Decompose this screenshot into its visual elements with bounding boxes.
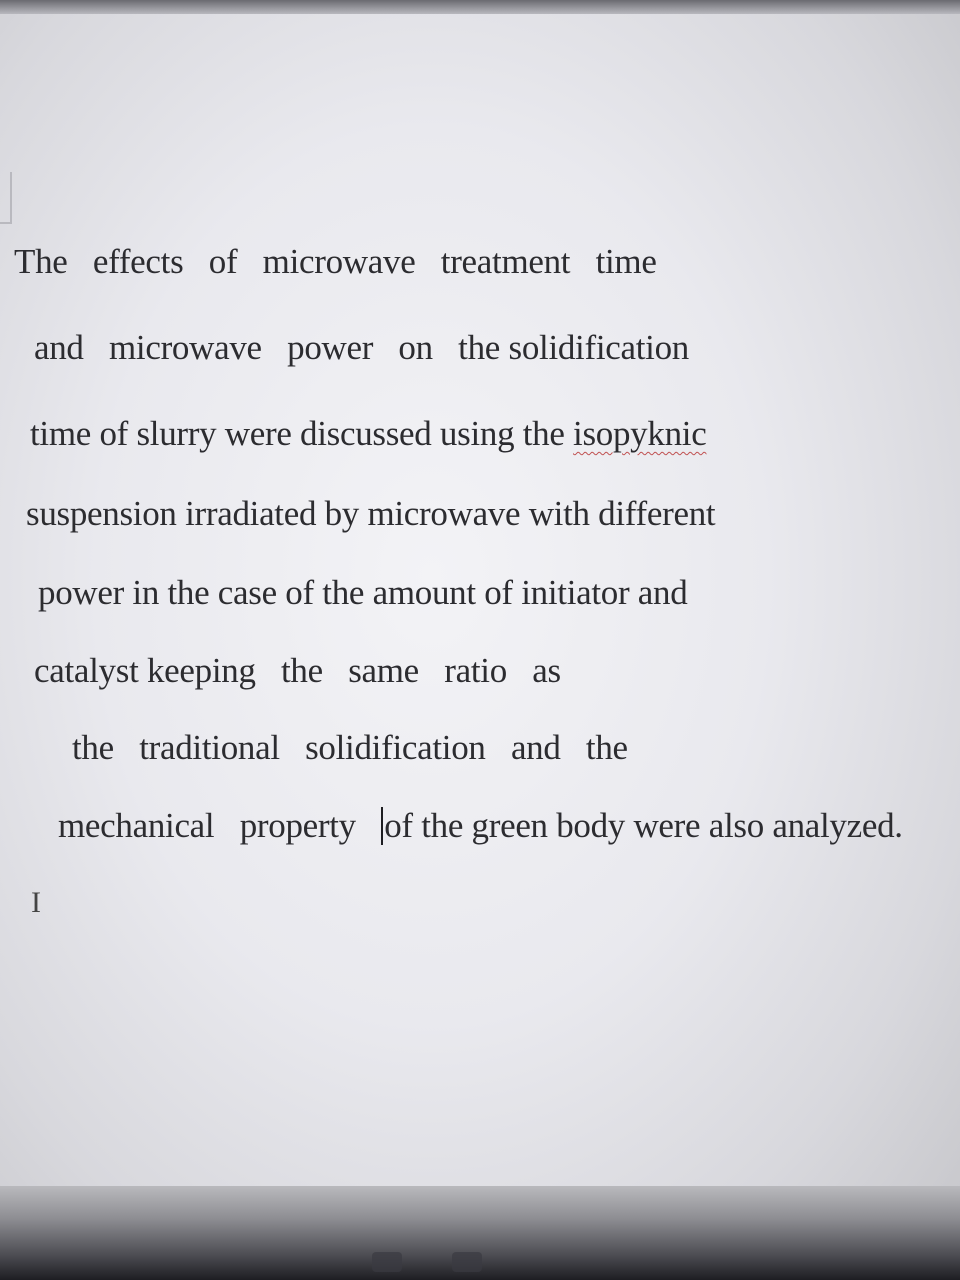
monitor-top-edge — [0, 0, 960, 14]
paragraph-line-4[interactable]: suspension irradiated by microwave with different — [26, 494, 716, 533]
taskbar-app-icon[interactable] — [452, 1252, 482, 1272]
spellcheck-flagged-word[interactable]: isopyknic — [573, 414, 707, 453]
taskbar — [0, 1186, 960, 1280]
line-8-text-after-caret[interactable]: of the green body were also analyzed. — [384, 806, 903, 845]
taskbar-app-icon[interactable] — [372, 1252, 402, 1272]
page-margin-corner-mark — [0, 172, 12, 224]
text-insertion-caret — [381, 807, 383, 845]
line-3-text[interactable]: time of slurry were discussed using the — [30, 414, 574, 453]
paragraph-line-1[interactable]: The effects of microwave treatment time — [14, 242, 657, 281]
paragraph-line-3[interactable] — [30, 414, 706, 454]
paragraph-line-6[interactable]: catalyst keeping the same ratio as — [34, 651, 561, 690]
paragraph-line-8[interactable] — [58, 806, 903, 846]
ibeam-cursor-icon: I — [31, 886, 41, 919]
paragraph-line-2[interactable]: and microwave power on the solidification — [34, 328, 689, 367]
paragraph-line-5[interactable]: power in the case of the amount of initiator and — [38, 573, 688, 612]
paragraph-line-7[interactable]: the traditional solidification and the — [72, 728, 628, 767]
line-8-text-before-caret[interactable]: mechanical property — [58, 806, 382, 845]
